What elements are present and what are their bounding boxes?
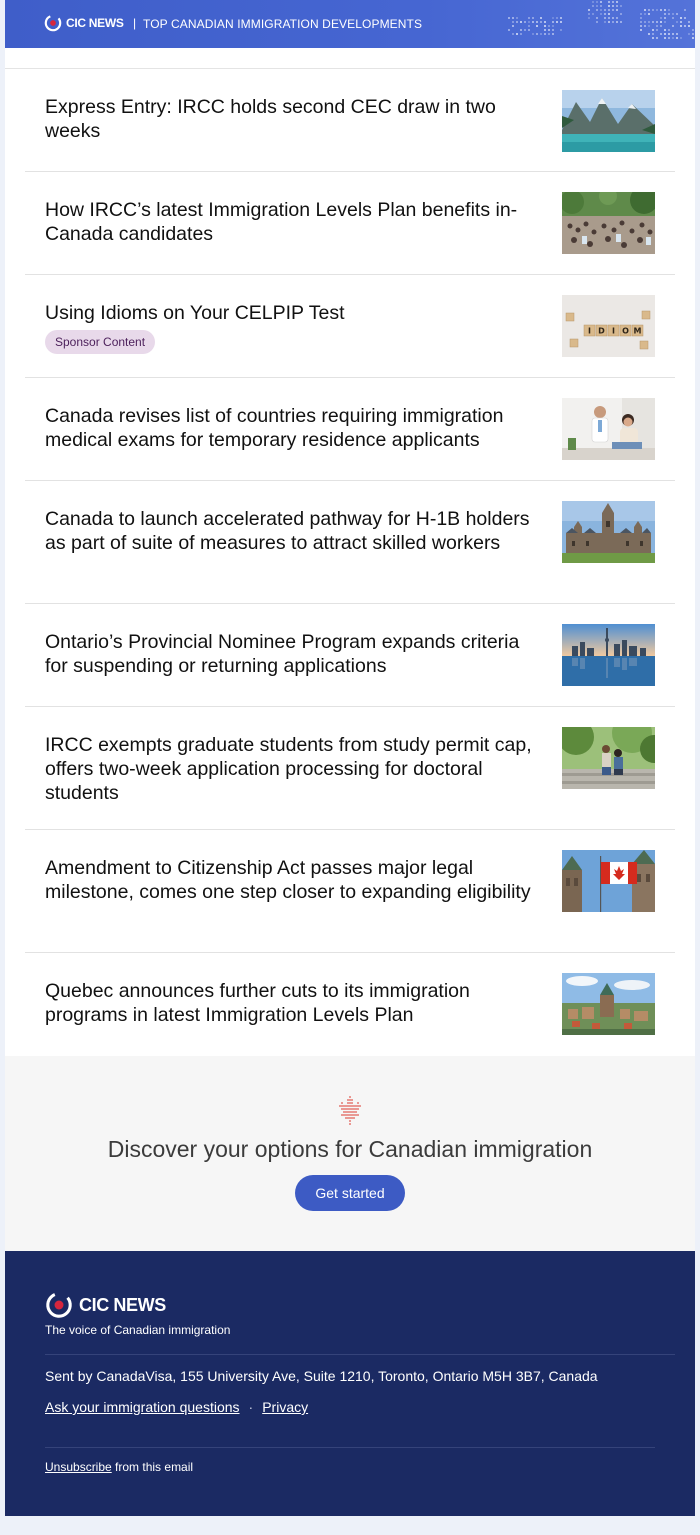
article-title[interactable]: Amendment to Citizenship Act passes major legal milestone, comes one step closer to expanding eligibility — [45, 857, 531, 903]
crowd-street-photo[interactable] — [562, 192, 655, 254]
parliament-photo[interactable] — [562, 501, 655, 563]
maple-leaf-icon — [334, 1094, 366, 1126]
article-item[interactable] — [25, 481, 675, 604]
doctor-patient-photo[interactable] — [562, 398, 655, 460]
email-footer — [5, 1251, 695, 1516]
article-item[interactable] — [25, 172, 675, 275]
article-item[interactable] — [25, 953, 675, 1056]
article-title[interactable]: Canada to launch accelerated pathway for H-1B holders as part of suite of measures to attract skilled workers — [45, 508, 530, 554]
privacy-link[interactable]: Privacy — [262, 1399, 309, 1415]
unsubscribe-link[interactable]: Unsubscribe — [45, 1460, 112, 1474]
svg-text:O: O — [622, 326, 629, 336]
ask-questions-link[interactable]: Ask your immigration questions — [45, 1399, 240, 1415]
svg-text:I: I — [588, 326, 591, 336]
cta-heading: Discover your options for Canadian immigration — [107, 1136, 593, 1162]
article-title[interactable]: IRCC exempts graduate students from study permit cap, offers two-week application processing for doctoral students — [45, 734, 532, 804]
email-header — [5, 0, 695, 48]
article-item[interactable] — [25, 69, 675, 172]
article-item[interactable] — [25, 275, 675, 378]
svg-text:D: D — [598, 326, 605, 336]
footer-brand: CIC NEWS — [79, 1294, 166, 1315]
svg-text:M: M — [633, 326, 642, 336]
unsubscribe-line — [45, 1460, 193, 1474]
mountain-lake-photo[interactable] — [562, 90, 655, 152]
article-title[interactable]: Using Idioms on Your CELPIP Test — [45, 302, 345, 324]
article-item[interactable] — [25, 707, 675, 830]
svg-text:I: I — [612, 326, 615, 336]
article-title[interactable]: How IRCC’s latest Immigration Levels Plan benefits in-Canada candidates — [45, 199, 518, 245]
get-started-button[interactable]: Get started — [295, 1175, 405, 1211]
article-item[interactable] — [25, 604, 675, 707]
email-body — [5, 0, 695, 1516]
footer-divider — [45, 1447, 655, 1448]
article-title[interactable]: Express Entry: IRCC holds second CEC draw in two weeks — [45, 96, 496, 142]
cic-logo-icon — [44, 14, 62, 32]
link-separator: · — [248, 1399, 254, 1415]
article-title[interactable]: Ontario’s Provincial Nominee Program expands criteria for suspending or returning applications — [45, 631, 520, 677]
idiom-blocks-photo[interactable] — [562, 295, 655, 357]
quebec-city-photo[interactable] — [562, 973, 655, 1035]
footer-logo[interactable] — [45, 1291, 166, 1319]
cic-logo-icon — [45, 1291, 73, 1319]
header-title: TOP CANADIAN IMMIGRATION DEVELOPMENTS — [143, 17, 423, 31]
article-item[interactable] — [25, 378, 675, 481]
footer-tagline: The voice of Canadian immigration — [45, 1323, 231, 1337]
toronto-skyline-photo[interactable] — [562, 624, 655, 686]
students-park-photo[interactable] — [562, 727, 655, 789]
cta-section — [5, 1056, 695, 1251]
header-brand: CIC NEWS — [66, 16, 124, 30]
article-title[interactable]: Canada revises list of countries requiring immigration medical exams for temporary residence applicants — [45, 405, 504, 451]
cic-news-logo[interactable] — [44, 14, 124, 32]
header-separator: | — [133, 16, 137, 30]
article-title[interactable]: Quebec announces further cuts to its immigration programs in latest Immigration Levels Plan — [45, 980, 470, 1026]
canada-flag-photo[interactable] — [562, 850, 655, 912]
footer-links — [45, 1399, 308, 1415]
unsubscribe-suffix: from this email — [115, 1460, 194, 1474]
world-map-dots-decoration — [505, 0, 695, 48]
sender-address: Sent by CanadaVisa, 155 University Ave, Suite 1210, Toronto, Ontario M5H 3B7, Canada — [45, 1368, 598, 1384]
footer-divider — [45, 1354, 675, 1355]
sponsor-content-badge: Sponsor Content — [45, 330, 155, 354]
article-item[interactable] — [25, 830, 675, 953]
